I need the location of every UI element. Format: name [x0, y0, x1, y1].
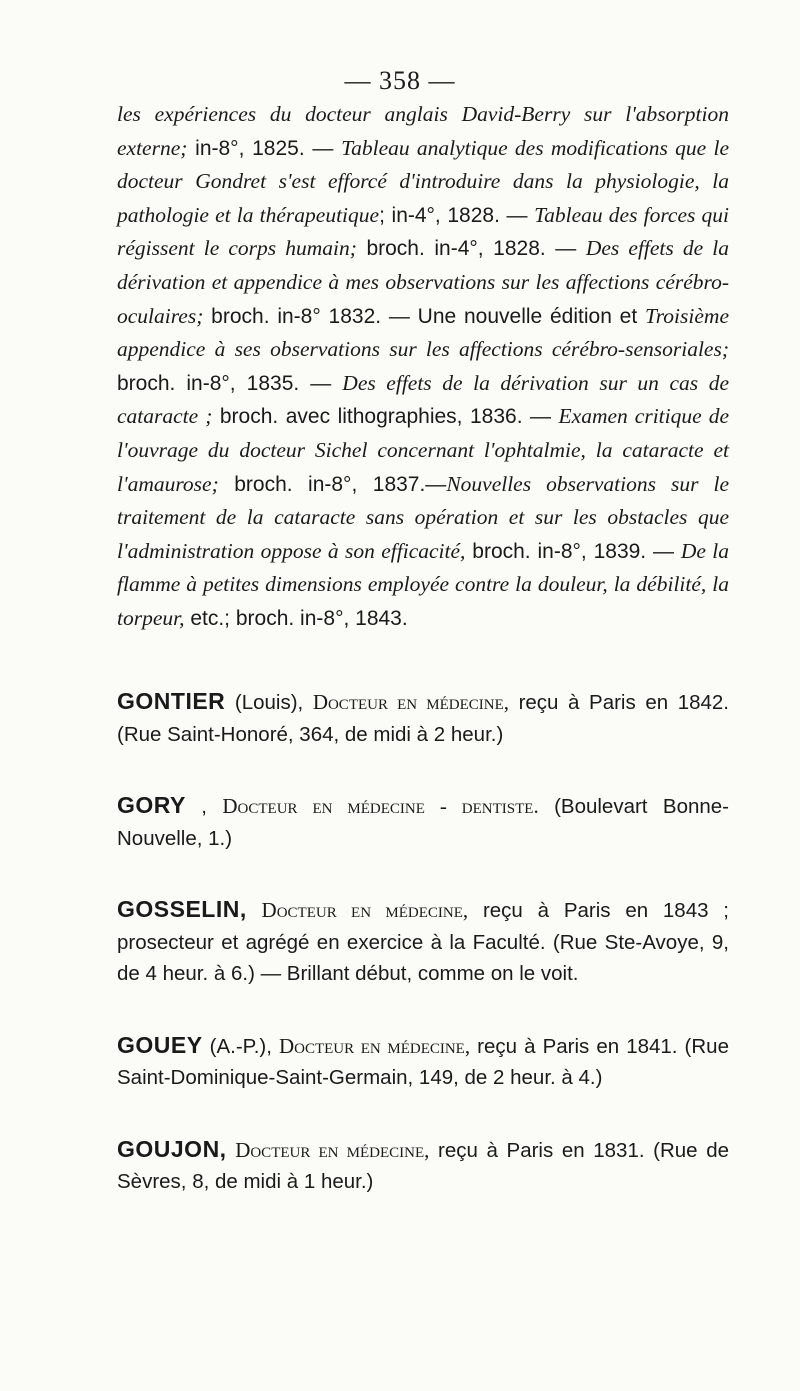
directory-entry — [117, 894, 729, 990]
text-run: broch. in-8°, 1835. — — [117, 371, 343, 395]
entry-name: GOUJON, — [117, 1135, 227, 1162]
entry-given-name — [227, 1139, 236, 1162]
directory-entry — [117, 1030, 729, 1094]
text-run: broch. avec lithographies, 1836. — — [212, 405, 559, 429]
entry-details: reçu à Paris en 1843 ; prosecteur et agrégé en exercice à la Faculté. (Rue Ste-Avoye, 9, de 4 heur. à 6.) — Brillant début, comme on le voit. — [117, 899, 730, 985]
entry-name: GOUEY — [117, 1031, 203, 1058]
entry-name: GOSSELIN, — [117, 896, 247, 922]
entry-name: GONTIER — [117, 688, 226, 714]
entry-given-name: , — [185, 795, 223, 818]
directory-entry — [117, 1134, 729, 1198]
entry-title: Docteur en médecine, — [235, 1137, 430, 1162]
text-run: etc.; broch. in-8°, 1843. — [184, 606, 408, 630]
text-run: ; in-4°, 1828. — — [379, 203, 535, 227]
entry-given-name: (A.-P.), — [202, 1034, 279, 1058]
italic-title-run: Tableau analytique des modifications que le docteur Gondret s'est efforcé d'introduire dans la physiologie, la pathologie et la thérapeutique — [117, 135, 730, 227]
entry-title: Docteur en médecine, — [278, 1033, 471, 1058]
italic-title-run: Troisième appendice à ses observations sur les affections cérébro-sensoriales; — [117, 303, 729, 362]
italic-title-run: Tableau des forces qui régissent le corps humain; — [117, 202, 729, 261]
entry-details: reçu à Paris en 1842. (Rue Saint-Honoré, 364, de midi à 2 heur.) — [117, 691, 730, 746]
text-run: in-8°, 1825. — — [187, 136, 342, 160]
text-run: broch. in-8°, 1837.— — [218, 472, 447, 496]
entry-title: Docteur en médecine - dentiste. — [222, 794, 539, 818]
directory-entry — [117, 790, 729, 854]
continuation-text — [117, 98, 729, 636]
entry-given-name — [247, 899, 262, 922]
entry-given-name: (Louis), — [225, 691, 313, 714]
text-run: broch. in-4°, 1828. — — [356, 237, 586, 261]
entry-title: Docteur en médecine, — [261, 898, 469, 922]
entry-title: Docteur en médecine, — [312, 690, 509, 714]
directory-entry — [117, 686, 729, 750]
continuation-paragraph — [117, 98, 729, 636]
entry-name: GORY — [117, 792, 186, 818]
entry-details: reçu à Paris en 1831. (Rue de Sèvres, 8, de midi à 1 heur.) — [117, 1138, 729, 1193]
italic-title-run: De la flamme à petites dimensions employée contre la douleur, la débilité, la torpeur, — [117, 538, 730, 630]
italic-title-run: Nouvelles observations sur le traitement de la cataracte sans opération et sur les obstacles que l'administration oppose à son efficacité, — [117, 471, 729, 563]
text-run: broch. in-8°, 1839. — — [465, 539, 681, 563]
text-run: broch. in-8° 1832. — Une nouvelle édition et — [203, 304, 645, 328]
italic-title-run: les expériences du docteur anglais David-Berry sur l'absorption externe; — [117, 102, 729, 160]
italic-title-run: Examen critique de l'ouvrage du docteur Sichel concernant l'ophtalmie, la cataracte et l'amaurose; — [117, 404, 729, 496]
directory-entries — [117, 686, 729, 1198]
page-number: — 358 — — [344, 66, 456, 95]
entry-details: (Boulevart Bonne-Nouvelle, 1.) — [117, 795, 729, 850]
italic-title-run: Des effets de la dérivation sur un cas de cataracte ; — [117, 370, 729, 429]
entry-details: reçu à Paris en 1841. (Rue Saint-Dominique-Saint-Germain, 149, de 2 heur. à 4.) — [117, 1034, 729, 1089]
italic-title-run: Des effets de la dérivation et appendice à mes observations sur les affections cérébro-oculaires; — [117, 236, 729, 328]
